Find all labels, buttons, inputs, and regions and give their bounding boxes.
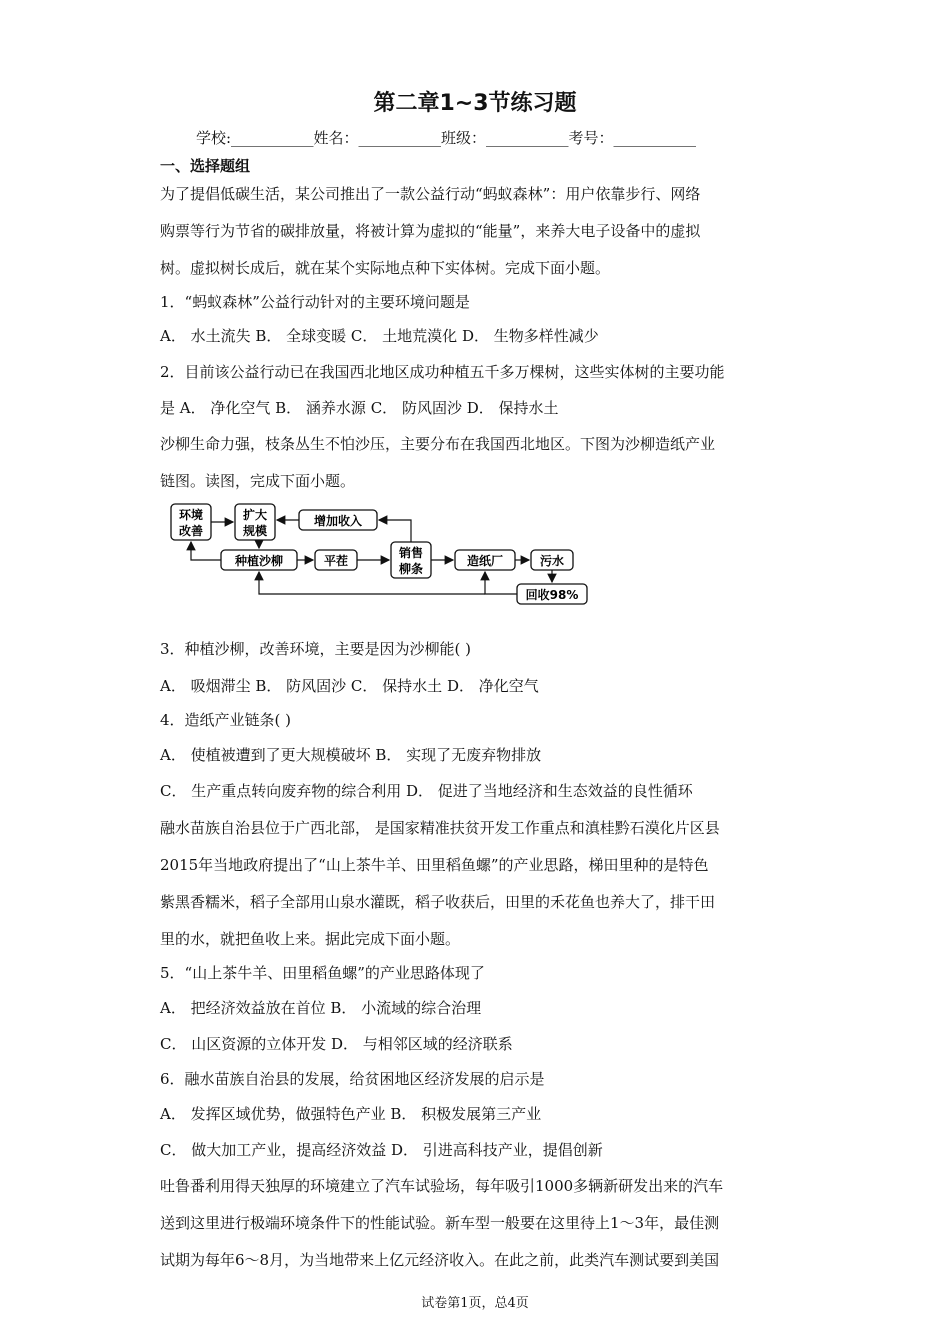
pingchuo-label: 平茬 [323,554,349,568]
text-line: 为了提倡低碳生活，某公司推出了一款公益行动“蚂蚁森林”：用户依靠步行、网络 [160,185,701,203]
text-line: C． 做大加工产业，提高经济效益 D． 引进高科技产业，提倡创新 [160,1141,603,1159]
text-line: 链图。读图，完成下面小题。 [160,472,356,490]
text-line: 里的水，就把鱼收上来。据此完成下面小题。 [160,930,461,948]
text-line: A． 把经济效益放在首位 B． 小流域的综合治理 [160,999,482,1017]
text-line: 购票等行为节省的碳排放量，将被计算为虚拟的“能量”，来养大电子设备中的虚拟 [160,222,701,240]
sell-label-2: 柳条 [398,562,424,576]
text-line: 2．目前该公益行动已在我国西北地区成功种植五千多万棵树，这些实体树的主要功能 [160,363,725,381]
plant-label: 种植沙柳 [234,554,284,568]
section-heading: 一、选择题组 [160,157,251,175]
text-line: 融水苗族自治县位于广西北部， 是国家精准扶贫开发工作重点和滇桂黔石漠化片区县 [160,819,720,837]
recycle-label: 回收98% [525,588,579,602]
student-info-line: 学校:___________姓名：___________班级：___________考号：___________ [196,129,697,147]
sell-label-1: 销售 [398,546,424,560]
text-line: 5．“山上茶牛羊、田里稻鱼螺”的产业思路体现了 [160,964,485,982]
sandwillow-industry-chain-diagram [165,498,595,606]
page-title: 第二章1~3节练习题 [373,91,577,116]
env-label-2: 改善 [178,524,204,538]
env-label-1: 环境 [178,508,204,522]
text-line: 2015年当地政府提出了“山上茶牛羊、田里稻鱼螺”的产业思路，梯田里种的是特色 [160,856,709,874]
expand-label-1: 扩大 [242,508,268,522]
text-line: 紫黑香糯米，稻子全部用山泉水灌既，稻子收获后，田里的禾花鱼也养大了，排干田 [160,893,716,911]
text-line: 沙柳生命力强，枝条丛生不怕沙压，主要分布在我国西北地区。下图为沙柳造纸产业 [160,435,716,453]
text-line: A． 使植被遭到了更大规模破坏 B． 实现了无废弃物排放 [160,746,542,764]
page-footer: 试卷第1页，总4页 [421,1296,529,1311]
expand-label-2: 规模 [242,524,268,538]
text-line: A． 发挥区域优势，做强特色产业 B． 积极发展第三产业 [160,1105,542,1123]
text-line: 1．“蚂蚁森林”公益行动针对的主要环境问题是 [160,293,470,311]
text-line: 是 A． 净化空气 B． 涵养水源 C． 防风固沙 D． 保持水土 [160,399,559,417]
text-line: 3．种植沙柳，改善环境，主要是因为沙柳能( ) [160,640,472,658]
text-line: C． 山区资源的立体开发 D． 与相邻区域的经济联系 [160,1035,513,1053]
sewage-label: 污水 [539,554,565,568]
income-label: 增加收入 [313,514,363,528]
text-line: 试期为每年6～8月，为当地带来上亿元经济收入。在此之前，此类汽车测试要到美国 [160,1251,720,1269]
text-line: A． 吸烟滞尘 B． 防风固沙 C． 保持水土 D． 净化空气 [160,677,539,695]
text-line: 吐鲁番利用得天独厚的环境建立了汽车试验场，每年吸引1000多辆新研发出来的汽车 [160,1177,724,1195]
text-line: C． 生产重点转向废弃物的综合利用 D． 促进了当地经济和生态效益的良性循环 [160,782,693,800]
text-line: 树。虚拟树长成后，就在某个实际地点种下实体树。完成下面小题。 [160,259,611,277]
text-line: 6．融水苗族自治县的发展，给贫困地区经济发展的启示是 [160,1070,545,1088]
text-line: 送到这里进行极端环境条件下的性能试验。新车型一般要在这里待上1～3年，最佳测 [160,1214,720,1232]
paper-label: 造纸厂 [466,554,504,568]
text-line: A． 水土流失 B． 全球变暖 C． 土地荒漠化 D． 生物多样性减少 [160,327,599,345]
text-line: 4．造纸产业链条( ) [160,711,292,729]
